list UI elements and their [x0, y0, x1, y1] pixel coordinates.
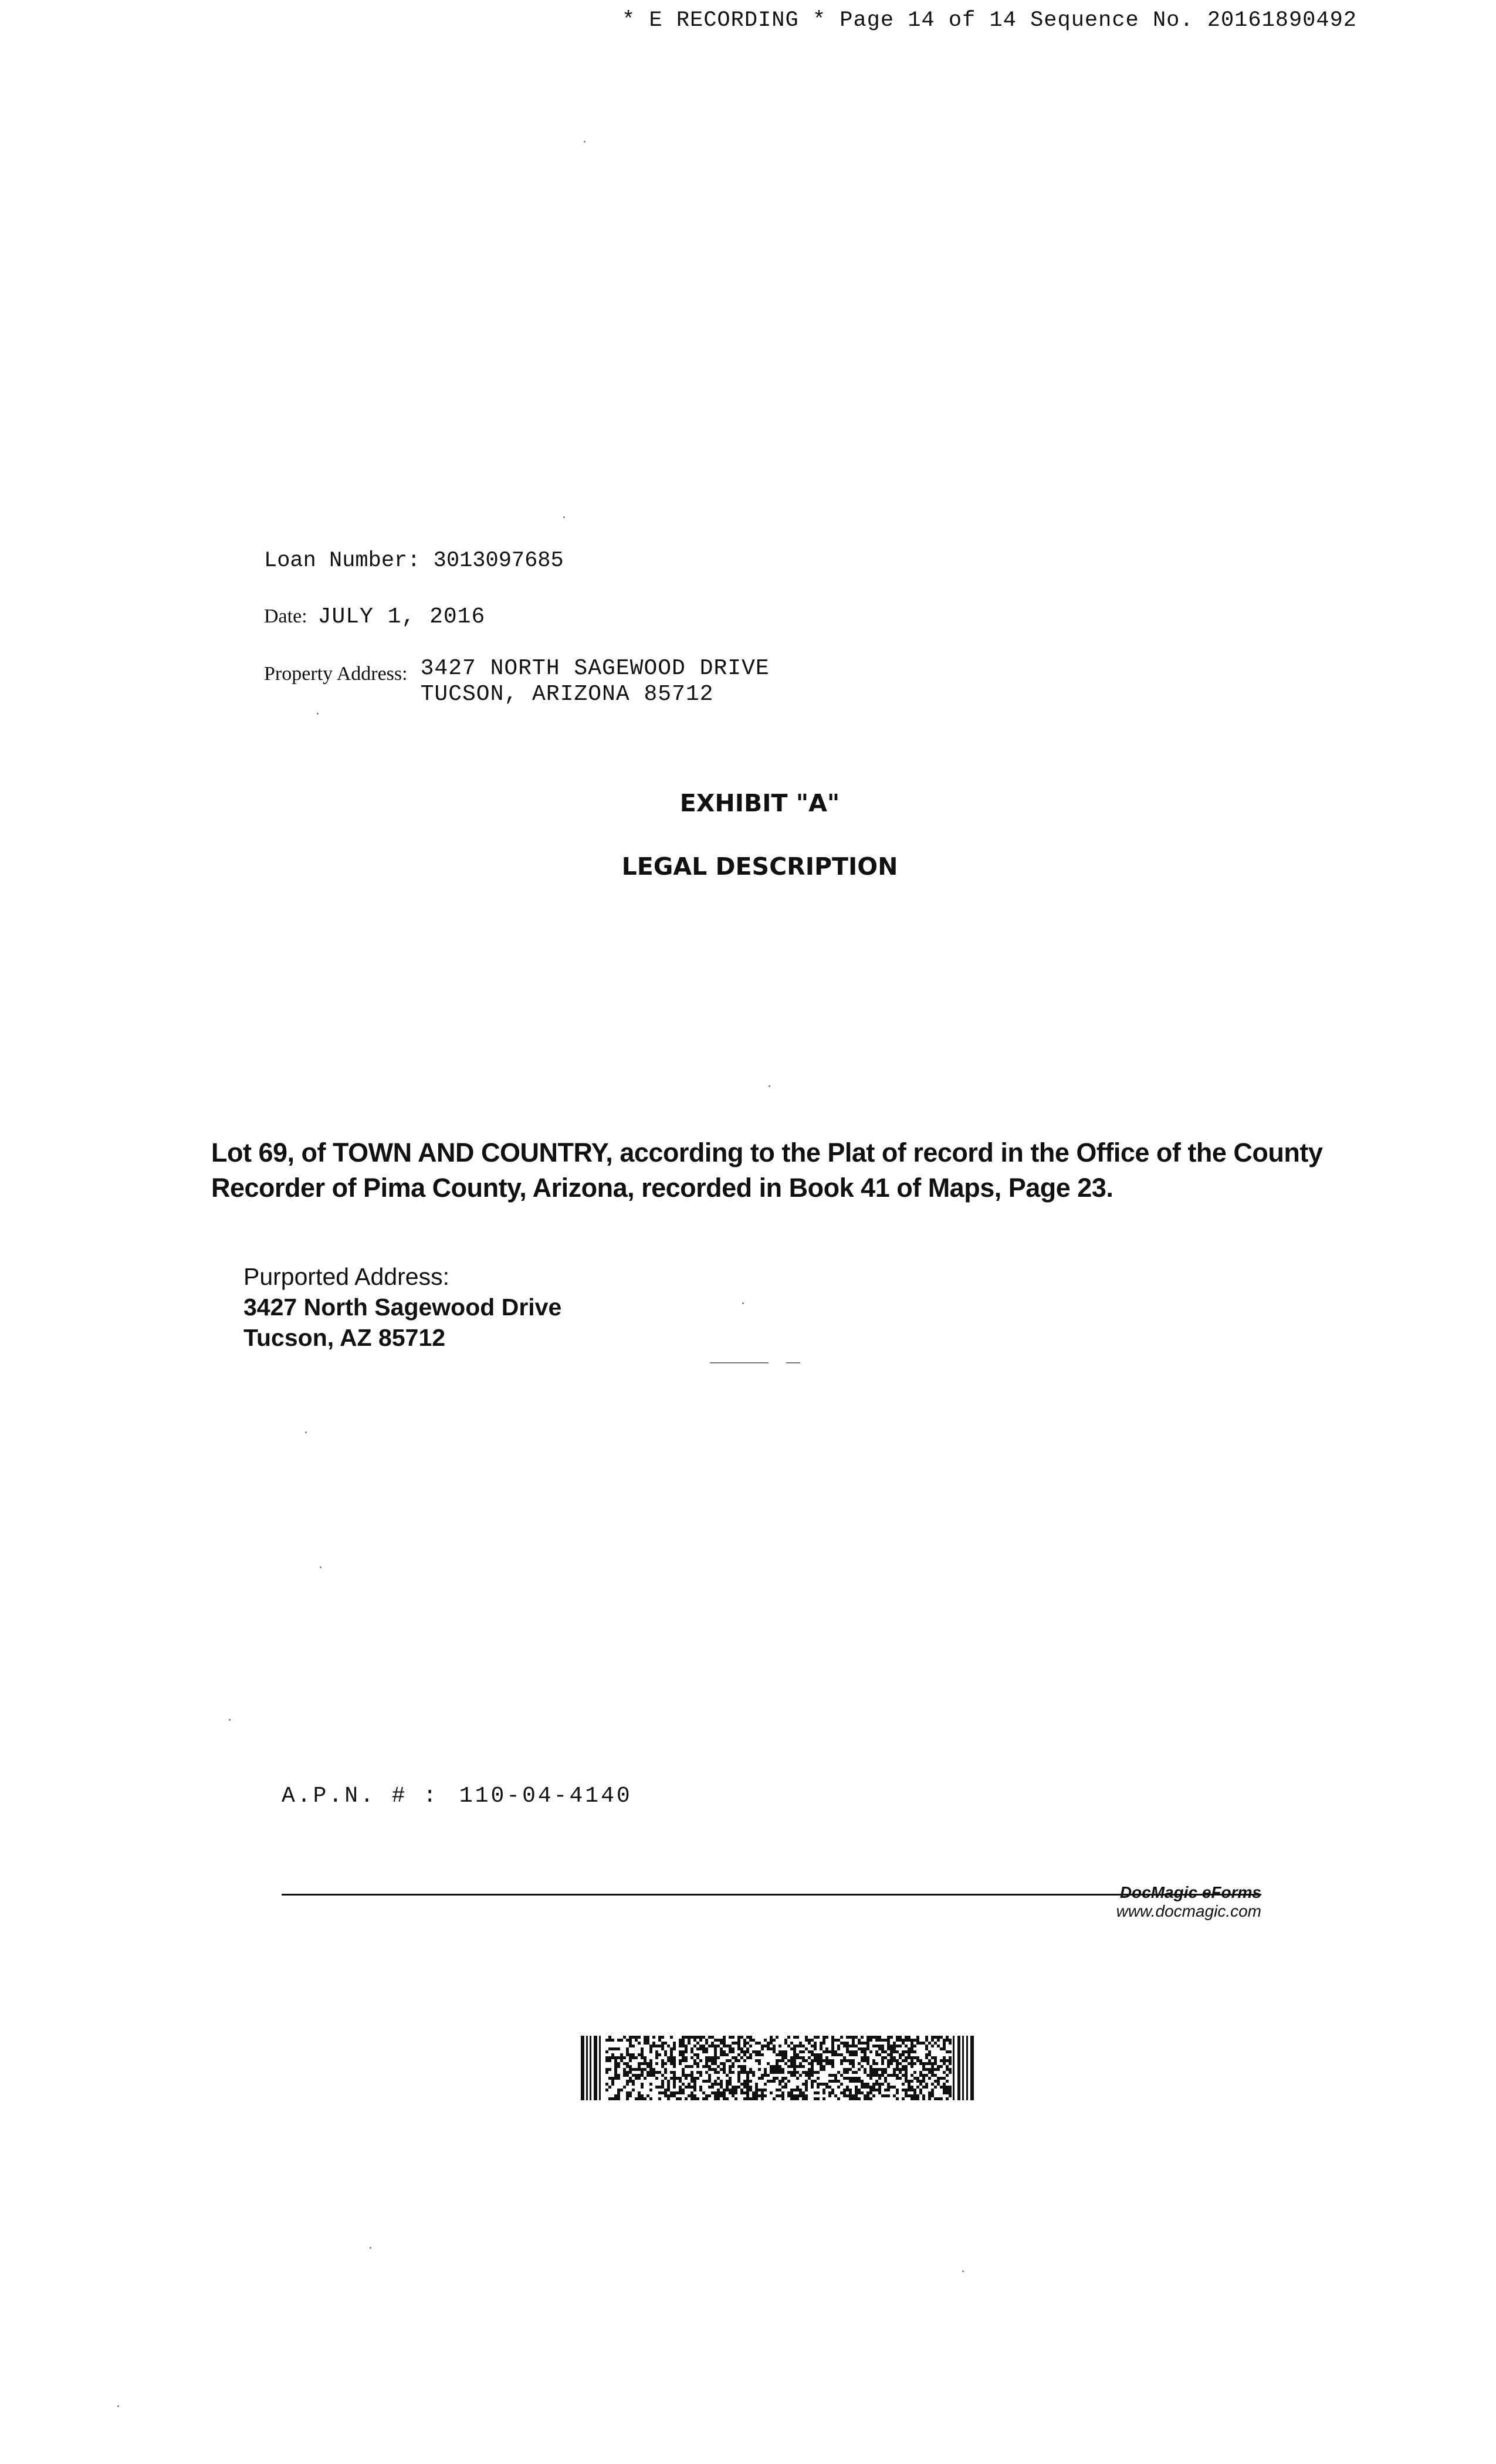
apn-row: [282, 1783, 632, 1809]
scan-speck: [370, 2247, 371, 2249]
scan-speck: [710, 1362, 769, 1363]
scan-speck: [317, 713, 319, 715]
scan-speck: [962, 2270, 964, 2272]
scan-speck: [320, 1566, 321, 1568]
scan-speck: [584, 141, 585, 143]
scan-speck: [742, 1302, 744, 1304]
loan-number-value: 3013097685: [433, 549, 564, 573]
exhibit-subtitle: LEGAL DESCRIPTION: [621, 852, 898, 881]
date-label: Date:: [264, 605, 307, 627]
purported-address-label: Purported Address:: [243, 1263, 449, 1290]
legal-description-line1: Lot 69, of TOWN AND COUNTRY, according to the Plat of record in the Office of the County: [211, 1138, 1323, 1167]
scan-speck: [229, 1719, 231, 1721]
legal-description-line2: Recorder of Pima County, Arizona, recorded in Book 41 of Maps, Page 23.: [211, 1173, 1113, 1203]
property-address-line2: TUCSON, ARIZONA 85712: [420, 682, 714, 707]
property-address-line1: 3427 NORTH SAGEWOOD DRIVE: [420, 656, 770, 681]
purported-address-line2: Tucson, AZ 85712: [243, 1324, 446, 1351]
loan-number-label: Loan Number:: [264, 549, 421, 573]
purported-address-block: [243, 1261, 561, 1353]
property-address-block: [264, 656, 770, 708]
property-address-label: Property Address:: [264, 663, 408, 685]
footer-brand: [1033, 1883, 1261, 1921]
scan-speck: [786, 1362, 800, 1363]
exhibit-title: EXHIBIT "A": [679, 789, 840, 817]
recording-header: * E RECORDING * Page 14 of 14 Sequence No. 20161890492: [622, 8, 1357, 33]
date-value: JULY 1, 2016: [317, 604, 486, 629]
scan-speck: [305, 1431, 307, 1433]
apn-value: 110-04-4140: [459, 1783, 632, 1809]
loan-number-row: [264, 549, 564, 573]
apn-label: A.P.N. # :: [282, 1783, 439, 1809]
scan-speck: [769, 1085, 770, 1087]
legal-description: [211, 1135, 1326, 1206]
barcode-image: [581, 2036, 974, 2100]
scan-speck: [117, 2405, 119, 2407]
purported-address-line1: 3427 North Sagewood Drive: [243, 1294, 562, 1321]
docmagic-logo: DocMagic eForms: [1119, 1883, 1261, 1901]
date-row: [264, 604, 485, 629]
scan-speck: [563, 516, 565, 518]
docmagic-url: www.docmagic.com: [1116, 1902, 1261, 1920]
